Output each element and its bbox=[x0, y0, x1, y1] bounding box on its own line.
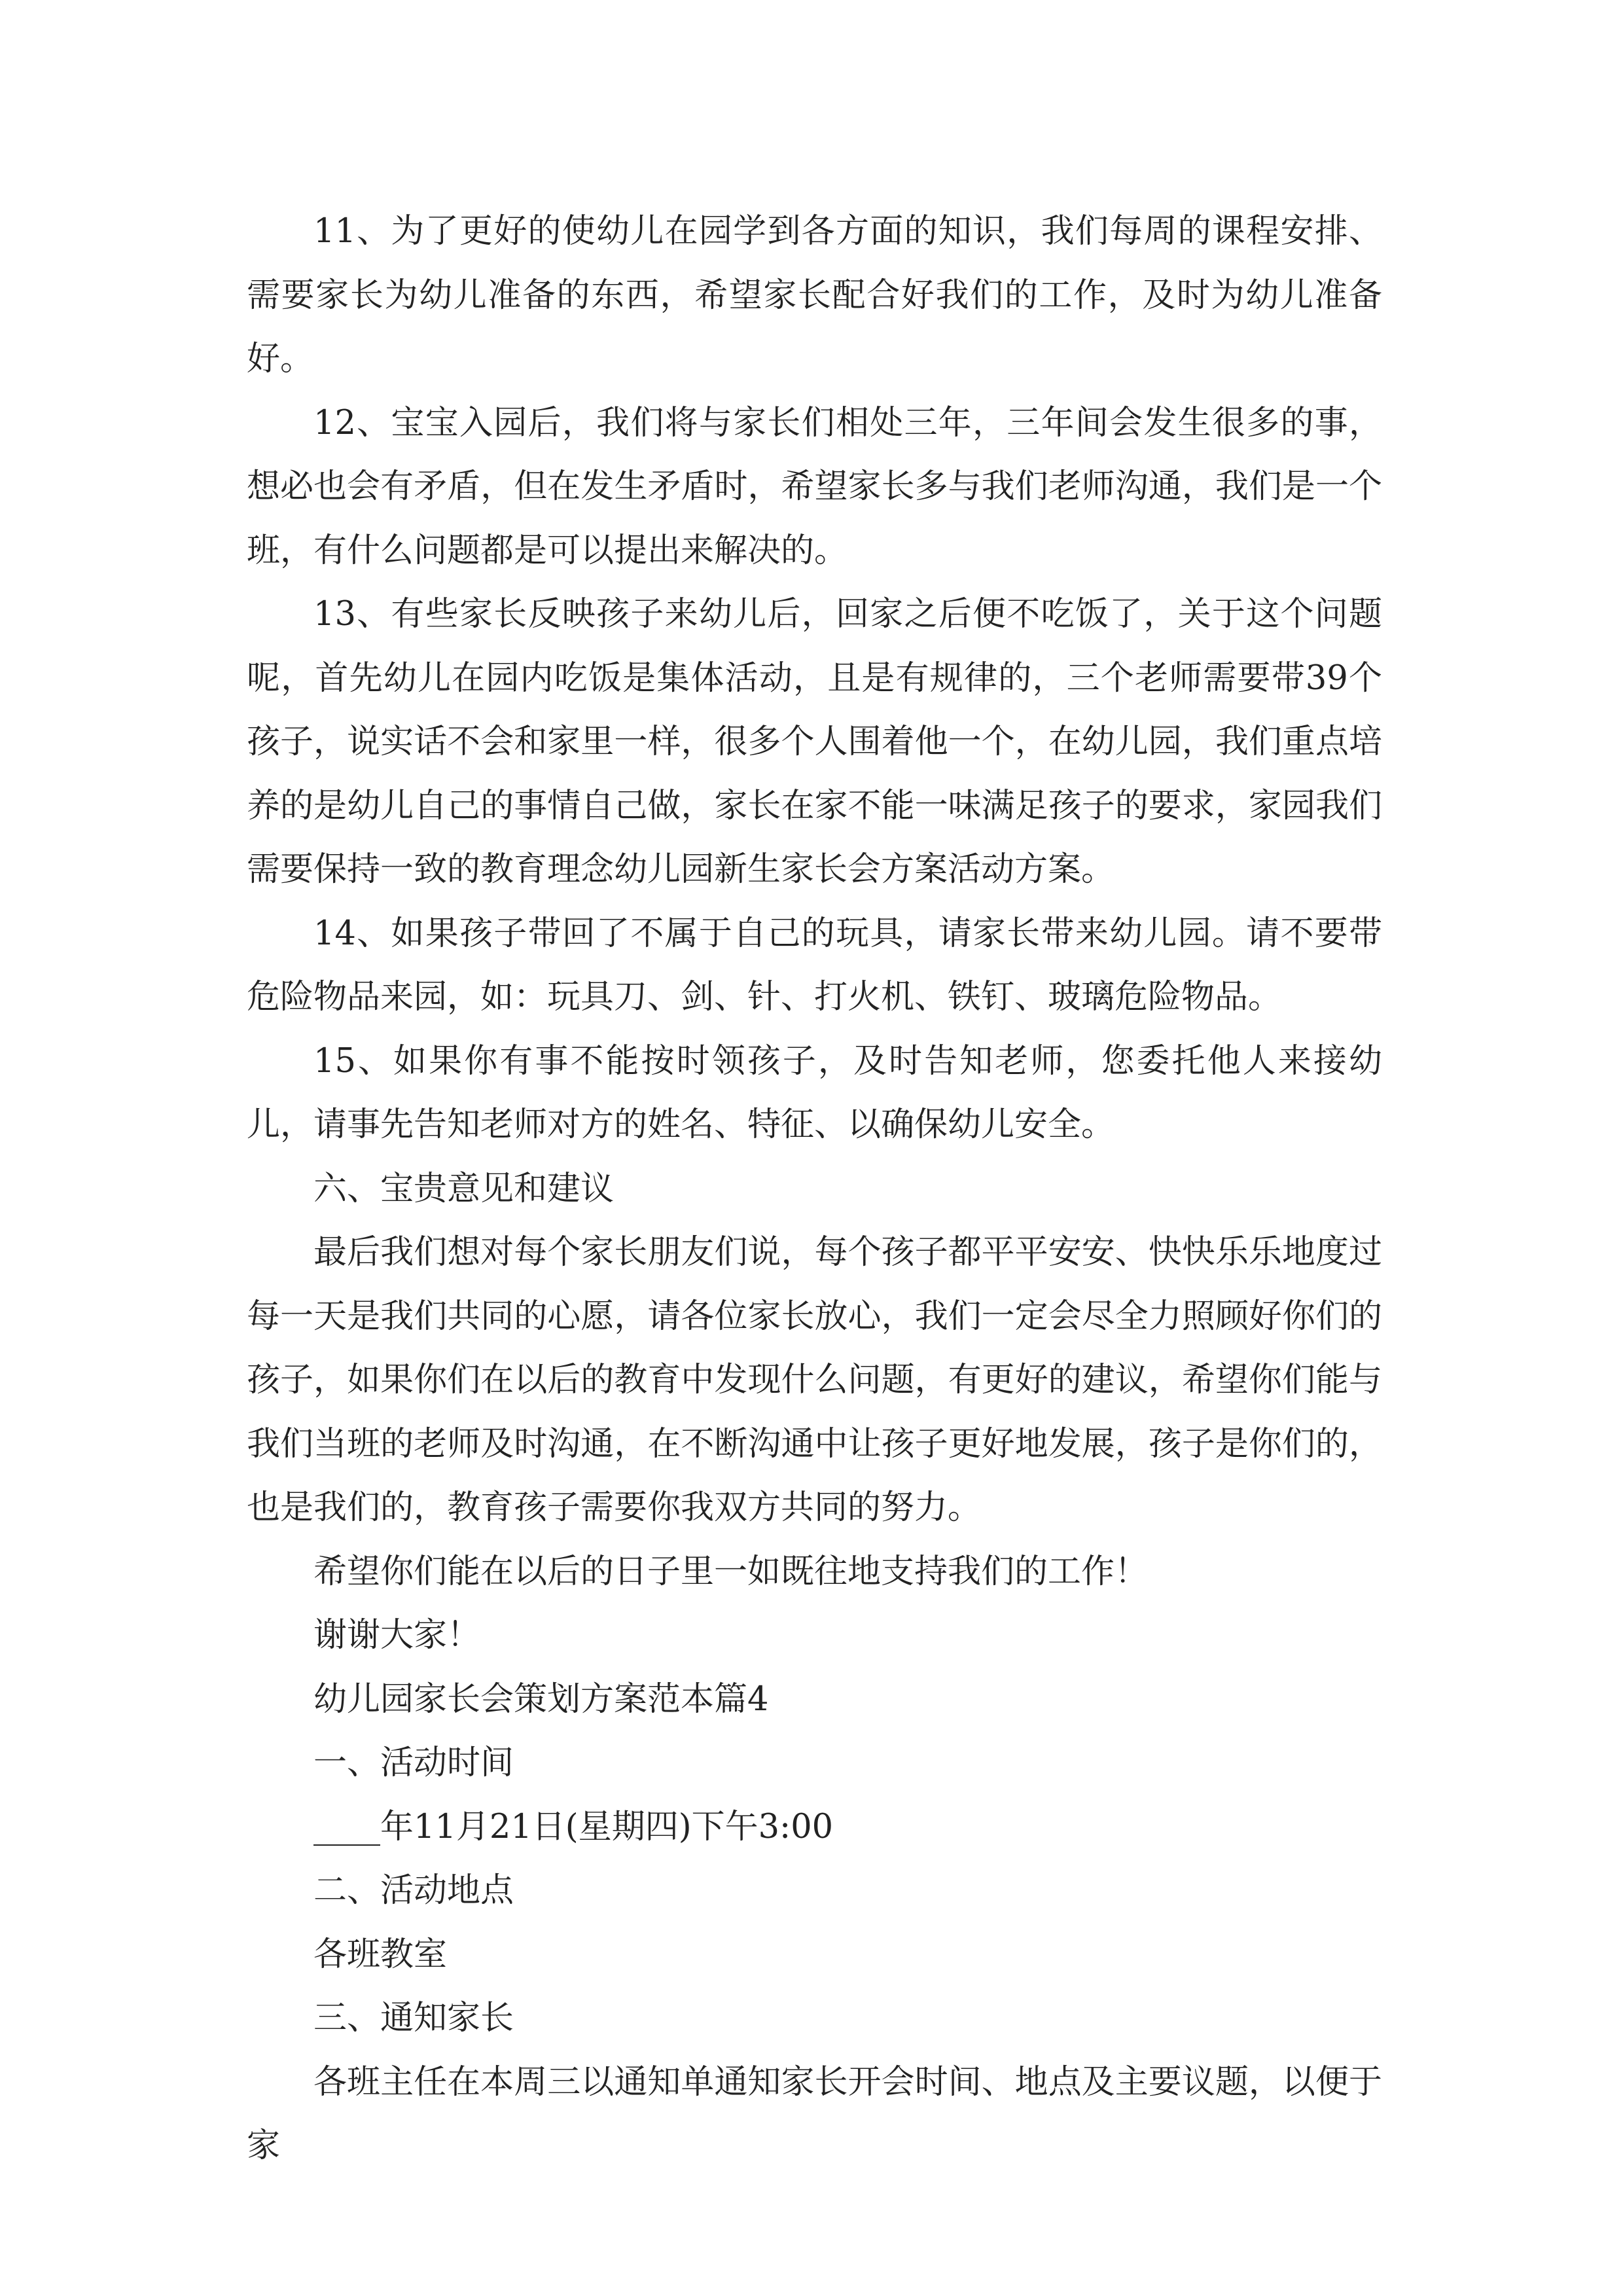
support-line: 希望你们能在以后的日子里一如既往地支持我们的工作！ bbox=[313, 1552, 1149, 1591]
activity-location: 各班教室 bbox=[313, 1935, 448, 1974]
section-heading-location: 二、活动地点 bbox=[313, 1871, 514, 1910]
section-heading-time: 一、活动时间 bbox=[313, 1744, 514, 1782]
paragraph-item-12: 12、宝宝入园后，我们将与家长们相处三年，三年间会发生很多的事，想必也会有矛盾，但在发生矛盾时，希望家长多与我们老师沟通，我们是一个班，有什么问题都是可以提出来解决的。 bbox=[247, 403, 1382, 570]
thanks-line: 谢谢大家！ bbox=[313, 1616, 481, 1655]
section-heading-notify: 三、通知家长 bbox=[313, 1999, 514, 2037]
paragraph-item-11: 11、为了更好的使幼儿在园学到各方面的知识，我们每周的课程安排、需要家长为幼儿准备的东西，希望家长配合好我们的工作，及时为幼儿准备好。 bbox=[247, 212, 1382, 378]
activity-time: ____年11月21日(星期四)下午3:00 bbox=[313, 1807, 834, 1846]
paragraph-item-14: 14、如果孩子带回了不属于自己的玩具，请家长带来幼儿园。请不要带危险物品来园，如：玩具刀、剑、针、打火机、铁钉、玻璃危险物品。 bbox=[247, 914, 1382, 1016]
paragraph-item-13: 13、有些家长反映孩子来幼儿后，回家之后便不吃饭了，关于这个问题呢，首先幼儿在园内吃饭是集体活动，且是有规律的，三个老师需要带39个孩子，说实话不会和家里一样，很多个人围着他一个，在幼儿园，我们重点培养的是幼儿自己的事情自己做，家长在家不能一味满足孩子的要求，家园我们需要保持一致的教育理念幼儿园新生家长会方案活动方案。 bbox=[247, 595, 1382, 889]
paragraph-item-15: 15、如果你有事不能按时领孩子，及时告知老师，您委托他人来接幼儿，请事先告知老师对方的姓名、特征、以确保幼儿安全。 bbox=[247, 1041, 1382, 1144]
closing-paragraph: 最后我们想对每个家长朋友们说，每个孩子都平平安安、快快乐乐地度过每一天是我们共同的心愿，请各位家长放心，我们一定会尽全力照顾好你们的孩子，如果你们在以后的教育中发现什么问题，有更好的建议，希望你们能与我们当班的老师及时沟通，在不断沟通中让孩子更好地发展，孩子是你们的，也是我们的，教育孩子需要你我双方共同的努力。 bbox=[247, 1233, 1382, 1527]
notify-paragraph: 各班主任在本周三以通知单通知家长开会时间、地点及主要议题，以便于家 bbox=[247, 2062, 1382, 2165]
document-title-part4: 幼儿园家长会策划方案范本篇4 bbox=[313, 1679, 769, 1719]
section-heading-suggestions: 六、宝贵意见和建议 bbox=[313, 1169, 615, 1208]
document-body bbox=[247, 200, 1382, 2178]
